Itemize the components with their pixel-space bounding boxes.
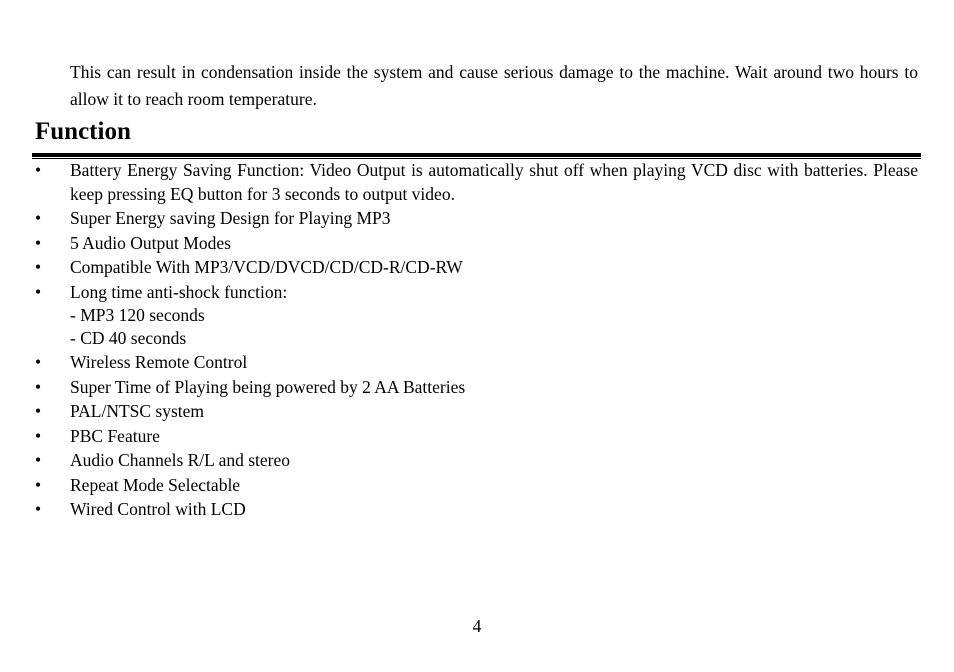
feature-text: PAL/NTSC system	[70, 401, 205, 421]
list-item	[35, 474, 918, 498]
bullet-icon: •	[35, 401, 42, 421]
bullet-icon: •	[35, 499, 42, 519]
list-item	[35, 351, 918, 375]
list-item	[35, 256, 918, 280]
feature-sub-line: - MP3 120 seconds	[70, 305, 205, 325]
feature-sub-line: - CD 40 seconds	[70, 328, 187, 348]
list-item	[35, 376, 918, 400]
list-item	[35, 207, 918, 231]
list-item	[35, 498, 918, 522]
feature-text: PBC Feature	[70, 425, 160, 446]
list-item	[35, 449, 918, 473]
feature-text: Compatible With MP3/VCD/DVCD/CD/CD-R/CD-RW	[70, 257, 463, 277]
feature-text: Audio Channels R/L and stereo	[70, 450, 291, 470]
section-heading: Function	[35, 118, 131, 145]
feature-text: 5 Audio Output Modes	[70, 232, 231, 253]
feature-text: Wired Control with LCD	[70, 499, 246, 519]
feature-text: Super Time of Playing being powered by 2 AA Batteries	[70, 376, 466, 397]
feature-text: Wireless Remote Control	[70, 352, 248, 372]
bullet-icon: •	[35, 425, 42, 446]
bullet-icon: •	[35, 376, 42, 397]
bullet-icon: •	[35, 257, 42, 277]
bullet-icon: •	[35, 352, 42, 372]
bullet-icon: •	[35, 474, 42, 495]
list-item	[35, 281, 918, 351]
list-item	[35, 425, 918, 449]
bullet-icon: •	[35, 450, 42, 470]
bullet-icon: •	[35, 232, 42, 253]
feature-text: Super Energy saving Design for Playing MP3	[70, 208, 391, 228]
heading-rule-thick	[32, 153, 921, 157]
bullet-icon: •	[35, 208, 42, 228]
page-number: 4	[472, 616, 482, 636]
bullet-icon: •	[35, 160, 42, 180]
intro-paragraph: This can result in condensation inside the system and cause serious damage to the machine. Wait around two hours to allow it to reach room temperature.	[70, 62, 918, 109]
list-item	[35, 400, 918, 424]
list-item	[35, 159, 918, 206]
feature-list	[35, 159, 918, 523]
feature-text: Repeat Mode Selectable	[70, 474, 241, 495]
list-item	[35, 232, 918, 256]
feature-text: Long time anti-shock function:	[70, 281, 288, 302]
feature-text: Battery Energy Saving Function: Video Output is automatically shut off when playing VCD disc with batteries. Please keep pressing EQ button for 3 seconds to output video.	[70, 160, 918, 204]
bullet-icon: •	[35, 281, 42, 302]
